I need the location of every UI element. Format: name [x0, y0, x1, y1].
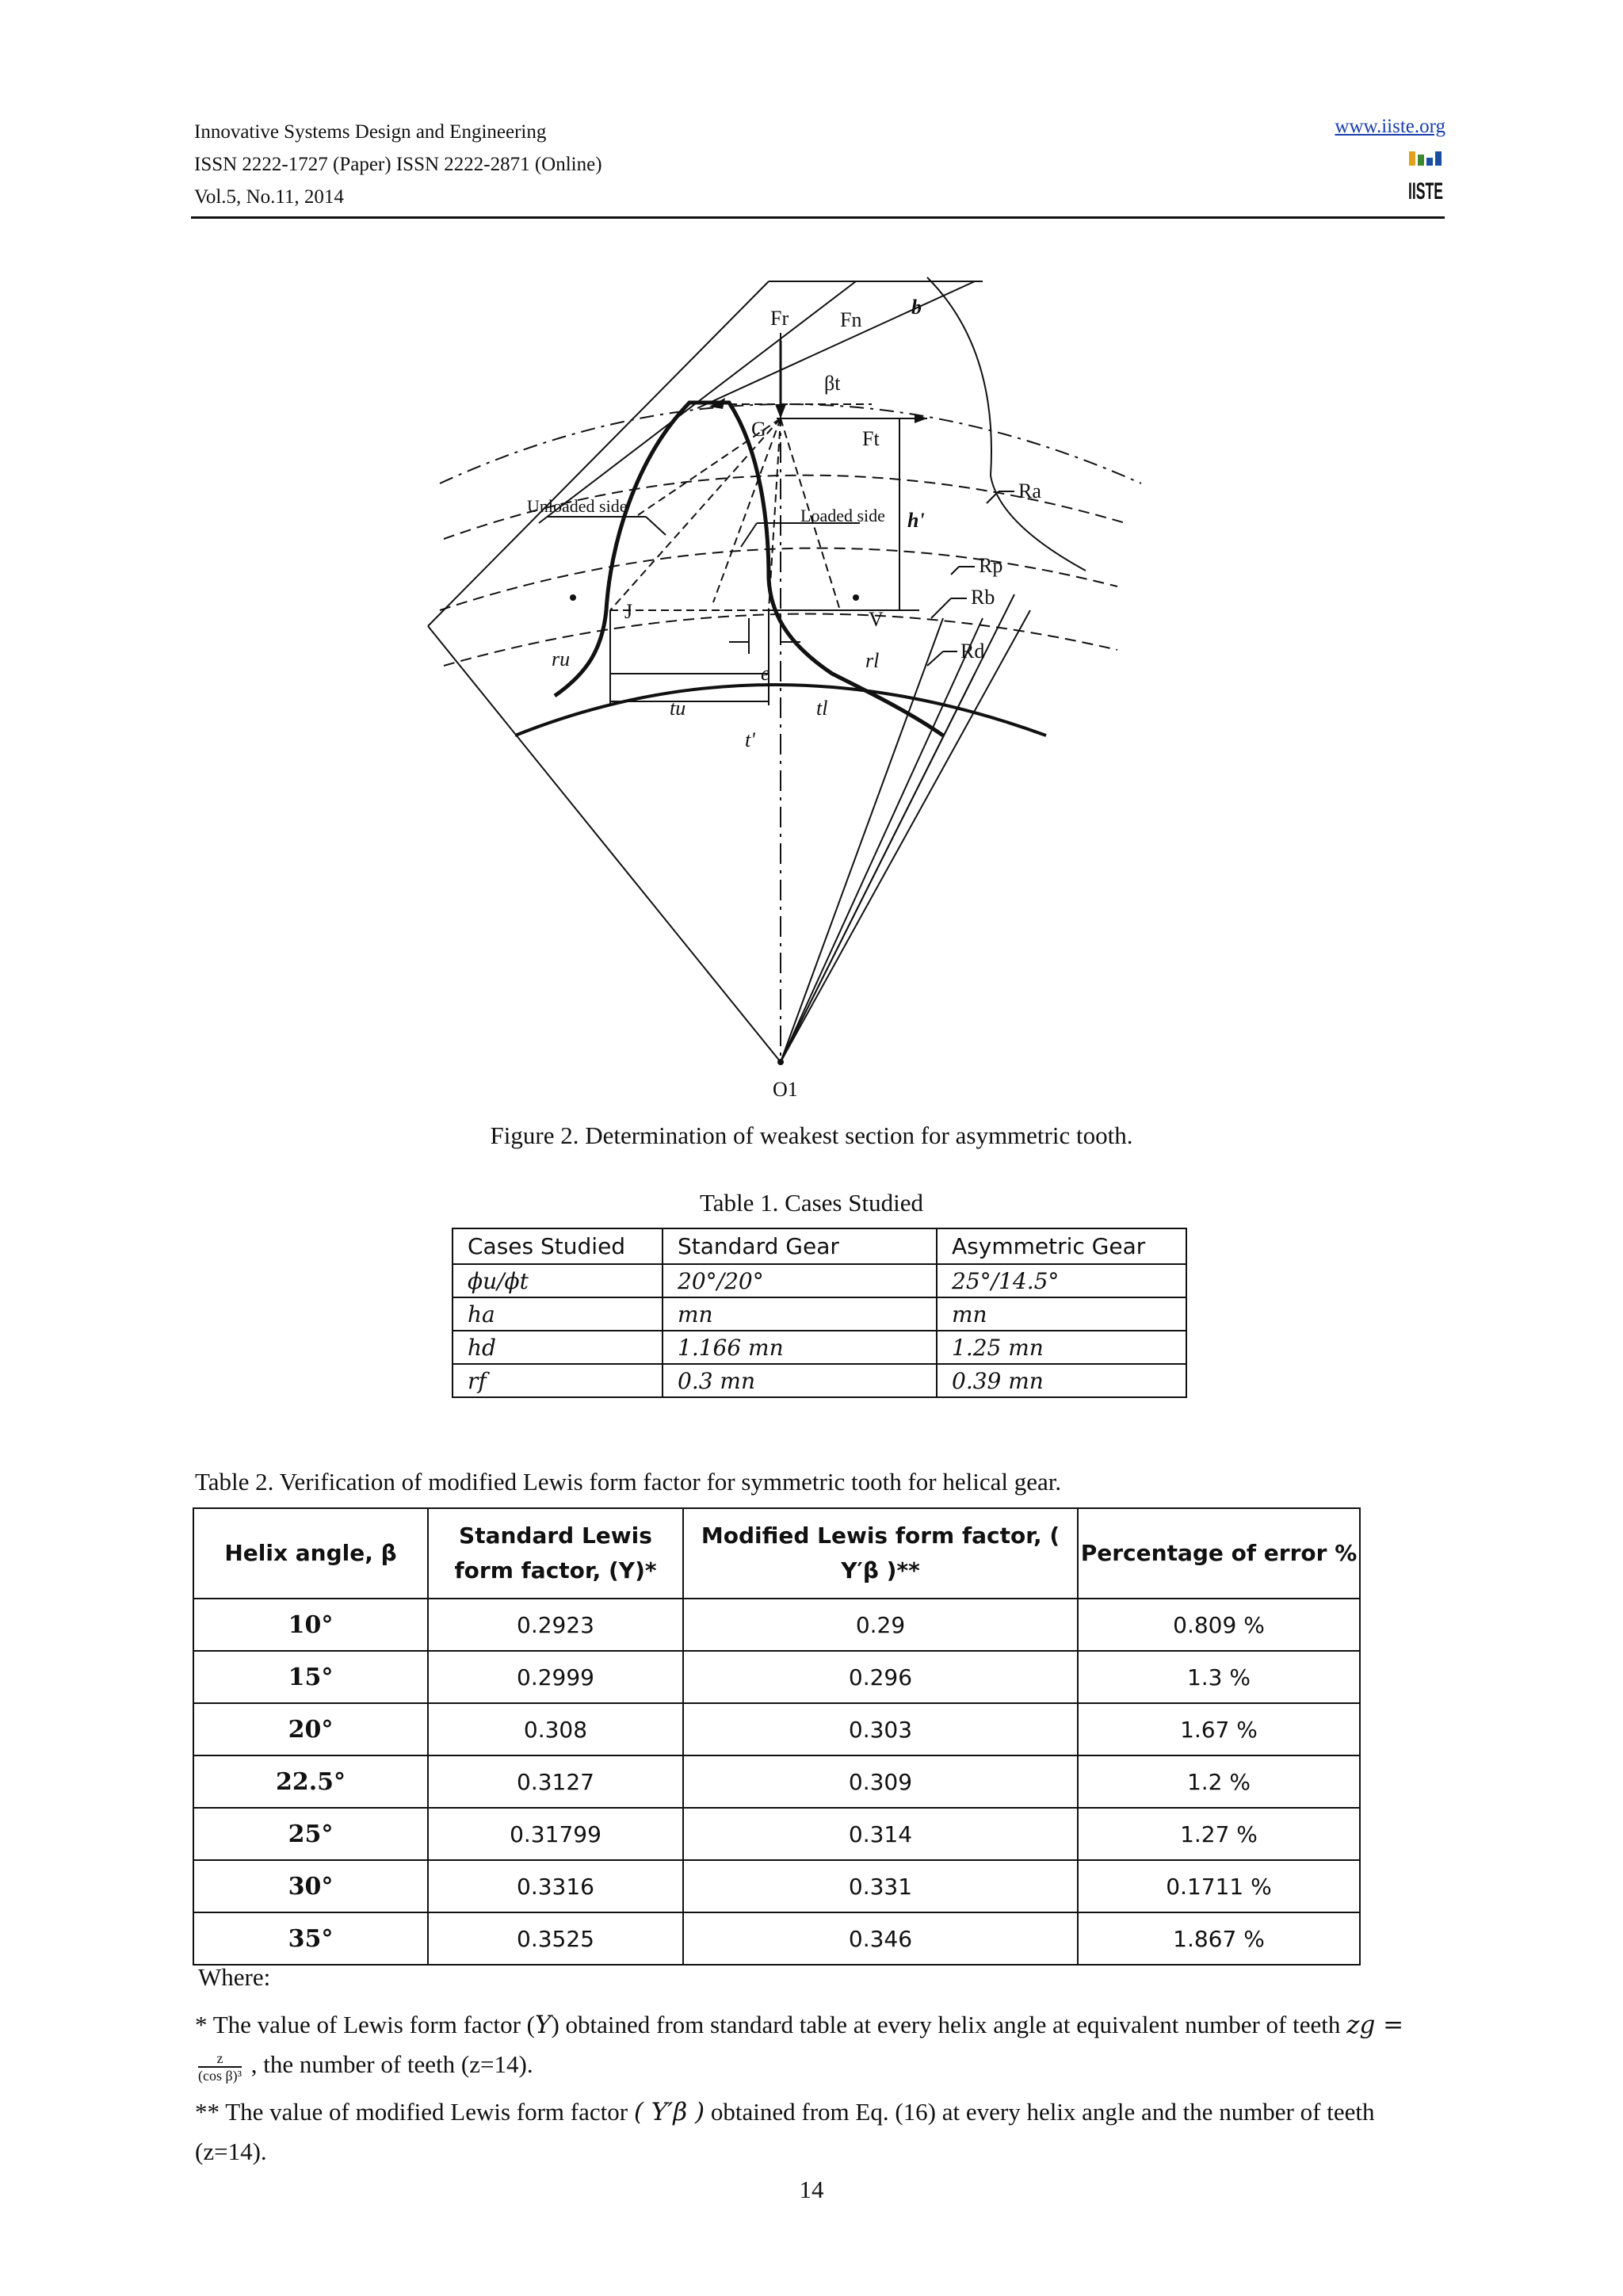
- table-cell: 1.67 %: [1078, 1703, 1360, 1755]
- table-cell: ha: [453, 1297, 663, 1331]
- table-row: [453, 1228, 1186, 1264]
- table-row: [193, 1860, 1360, 1912]
- label-rp: Rp: [979, 554, 1003, 577]
- table-row: [193, 1508, 1360, 1599]
- table-cell: 22.5°: [193, 1755, 428, 1808]
- table-row: [453, 1264, 1186, 1297]
- table-header-cell: Modified Lewis form factor, ( Y′β )**: [683, 1508, 1078, 1599]
- table-header-cell: Percentage of error %: [1078, 1508, 1360, 1599]
- table-cell: 20°: [193, 1703, 428, 1755]
- table-cell: 1.3 %: [1078, 1651, 1360, 1703]
- footnote-2-symbol: ( Y′β ): [633, 2098, 705, 2126]
- table1-caption: Table 1. Cases Studied: [700, 1189, 923, 1217]
- table-cell: 1.2 %: [1078, 1755, 1360, 1808]
- label-rb: Rb: [971, 586, 995, 609]
- table-cell: 0.3316: [428, 1860, 683, 1912]
- table-cell: 25°: [193, 1808, 428, 1860]
- table2: [193, 1507, 1361, 1966]
- table-cell: Asymmetric Gear: [937, 1228, 1186, 1264]
- footnote-1-text-c: , the number of teeth (z=14).: [250, 2050, 533, 2078]
- table-cell: 0.346: [683, 1912, 1078, 1965]
- table-cell: 0.296: [683, 1651, 1078, 1703]
- label-loaded-side: Loaded side: [800, 506, 885, 525]
- label-j: J: [624, 600, 633, 623]
- label-rd: Rd: [960, 640, 985, 663]
- label-t-prime: t': [745, 728, 755, 751]
- footnote-2-text-b: obtained from Eq. (16) at every helix angle and the number of teeth (z=14).: [195, 2098, 1375, 2165]
- label-h-prime: h': [907, 509, 925, 532]
- label-unloaded-side: Unloaded side: [527, 496, 628, 516]
- table-row: [193, 1651, 1360, 1703]
- footnote-1-text-b: ) obtained from standard table at every helix angle at equivalent number of teeth: [551, 2011, 1341, 2038]
- journal-volume: Vol.5, No.11, 2014: [194, 186, 344, 208]
- label-tl: tl: [816, 697, 828, 720]
- journal-url-link[interactable]: www.iiste.org: [1335, 116, 1445, 137]
- table-cell: 1.27 %: [1078, 1808, 1360, 1860]
- table-cell: hd: [453, 1331, 663, 1364]
- table2-body: [193, 1599, 1360, 1965]
- table-cell: 30°: [193, 1860, 428, 1912]
- fraction-numerator: z: [198, 2050, 242, 2068]
- journal-issn: ISSN 2222-1727 (Paper) ISSN 2222-2871 (Online): [194, 154, 602, 175]
- tooth-diagram: [428, 262, 1189, 1110]
- footnote-1: [195, 2005, 1439, 2084]
- label-v: V: [869, 608, 884, 631]
- table-cell: 0.3127: [428, 1755, 683, 1808]
- table-row: [193, 1599, 1360, 1651]
- table-cell: 0.1711 %: [1078, 1860, 1360, 1912]
- table-cell: 0.39 mn: [937, 1364, 1186, 1397]
- page-number: 14: [799, 2176, 824, 2203]
- table-row: [193, 1808, 1360, 1860]
- header-rule: [191, 216, 1445, 219]
- label-fr: Fr: [770, 307, 789, 330]
- footnote-1-equation: zg =: [1346, 2011, 1404, 2039]
- table-cell: mn: [937, 1297, 1186, 1331]
- label-tu: tu: [670, 697, 686, 720]
- table-header-cell: Helix angle, β: [193, 1508, 428, 1599]
- label-ru: ru: [552, 648, 571, 670]
- figure-caption: Figure 2. Determination of weakest section for asymmetric tooth.: [490, 1121, 1133, 1149]
- table-cell: 1.867 %: [1078, 1912, 1360, 1965]
- table-header-cell: Standard Lewis form factor, (Y)*: [428, 1508, 683, 1599]
- table2-caption: Table 2. Verification of modified Lewis form factor for symmetric tooth for helical gear.: [195, 1468, 1062, 1496]
- table-row: [453, 1297, 1186, 1331]
- table1: [452, 1228, 1187, 1398]
- journal-header: [194, 116, 602, 213]
- table-cell: Standard Gear: [663, 1228, 937, 1264]
- table-cell: 0.29: [683, 1599, 1078, 1651]
- footnote-1-text-a: * The value of Lewis form factor (: [195, 2011, 535, 2038]
- table-cell: 0.309: [683, 1755, 1078, 1808]
- label-o1: O1: [773, 1078, 798, 1101]
- journal-title: Innovative Systems Design and Engineering: [194, 121, 547, 143]
- label-ra: Ra: [1018, 479, 1041, 502]
- table-cell: 0.331: [683, 1860, 1078, 1912]
- label-fn: Fn: [840, 308, 862, 331]
- table-cell: 0.314: [683, 1808, 1078, 1860]
- table-cell: mn: [663, 1297, 937, 1331]
- table-row: [193, 1755, 1360, 1808]
- label-rl: rl: [865, 649, 880, 672]
- table-row: [453, 1364, 1186, 1397]
- table-cell: Cases Studied: [453, 1228, 663, 1264]
- table-cell: 15°: [193, 1651, 428, 1703]
- iiste-logo-icon: [1407, 150, 1444, 205]
- table-cell: 1.25 mn: [937, 1331, 1186, 1364]
- table-cell: 1.166 mn: [663, 1331, 937, 1364]
- table-cell: 0.809 %: [1078, 1599, 1360, 1651]
- table-cell: rf: [453, 1364, 663, 1397]
- table-cell: 0.3 mn: [663, 1364, 937, 1397]
- logo-text: IISTE: [1408, 178, 1443, 204]
- label-g: G: [751, 418, 766, 441]
- where-label: Where:: [198, 1963, 271, 1991]
- table-cell: 0.2923: [428, 1599, 683, 1651]
- table-cell: 10°: [193, 1599, 428, 1651]
- fraction-denominator: (cos β)³: [198, 2067, 242, 2084]
- table-cell: 35°: [193, 1912, 428, 1965]
- table-cell: 0.2999: [428, 1651, 683, 1703]
- table-cell: ϕu/ϕt: [453, 1264, 663, 1297]
- label-e: e: [761, 662, 770, 685]
- label-beta: βt: [824, 372, 841, 395]
- table-cell: 0.303: [683, 1703, 1078, 1755]
- footnote-2-text-a: ** The value of modified Lewis form factor: [195, 2098, 628, 2126]
- footnote-2: [195, 2092, 1439, 2172]
- footnote-1-symbol: Y: [534, 2011, 552, 2039]
- table-cell: 0.308: [428, 1703, 683, 1755]
- table-row: [453, 1331, 1186, 1364]
- table-cell: 20°/20°: [663, 1264, 937, 1297]
- table-cell: 25°/14.5°: [937, 1264, 1186, 1297]
- label-ft: Ft: [862, 427, 880, 450]
- equation-fraction: [198, 2050, 242, 2084]
- label-b: b: [911, 296, 922, 319]
- table-row: [193, 1703, 1360, 1755]
- table-cell: 0.3525: [428, 1912, 683, 1965]
- table-cell: 0.31799: [428, 1808, 683, 1860]
